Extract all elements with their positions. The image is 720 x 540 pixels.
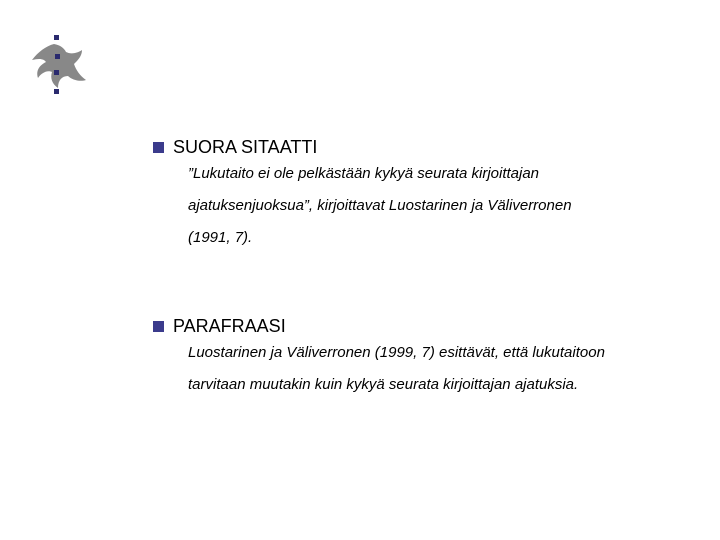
quote-text — [188, 158, 572, 254]
section-heading: PARAFRAASI — [173, 316, 286, 336]
text-line: tarvitaan muutakin kuin kykyä seurata kirjoittajan ajatuksia. — [188, 376, 579, 393]
university-logo-icon — [24, 32, 90, 98]
square-bullet-icon — [153, 321, 164, 332]
direct-quote-section — [153, 136, 572, 254]
paraphrase-text — [188, 337, 605, 401]
section-heading: SUORA SITAATTI — [173, 137, 318, 157]
text-line: (1991, 7). — [188, 229, 253, 246]
paraphrase-section — [153, 315, 605, 401]
text-line: ajatuksenjuoksua”, kirjoittavat Luostarinen ja Väliverronen — [188, 197, 572, 214]
text-line: Luostarinen ja Väliverronen (1999, 7) esittävät, että lukutaitoon — [188, 344, 605, 361]
text-line: ”Lukutaito ei ole pelkästään kykyä seurata kirjoittajan — [188, 165, 540, 182]
square-bullet-icon — [153, 142, 164, 153]
